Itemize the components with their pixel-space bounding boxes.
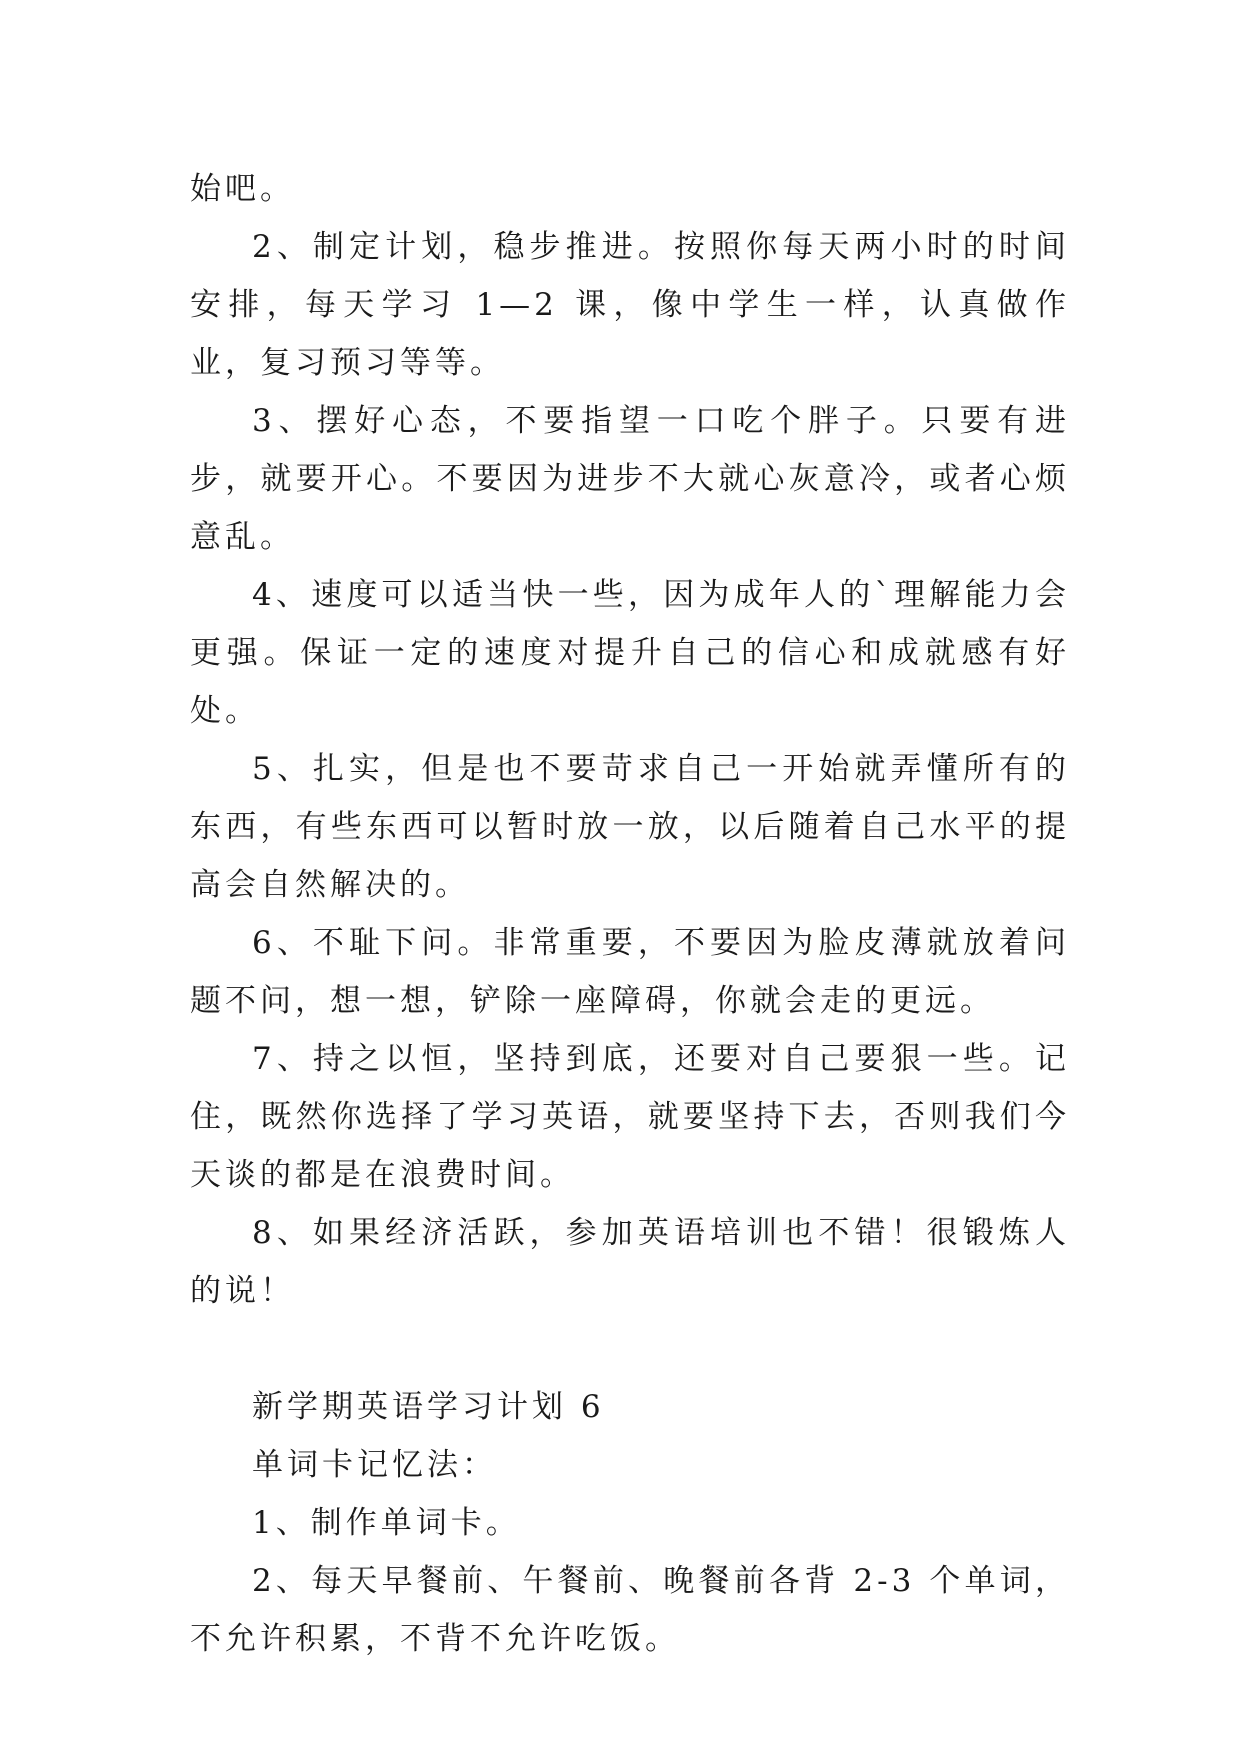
document-body: [190, 160, 1070, 1668]
section-heading: 新学期英语学习计划 6: [252, 1389, 605, 1425]
paragraph-item-5: 5、扎实，但是也不要苛求自己一开始就弄懂所有的东西，有些东西可以暂时放一放，以后随着自己水平的提高会自然解决的。: [190, 751, 1070, 903]
section-gap: [190, 1320, 1070, 1378]
paragraph-item-7: 7、持之以恒，坚持到底，还要对自己要狠一些。记住，既然你选择了学习英语，就要坚持下去，否则我们今天谈的都是在浪费时间。: [190, 1041, 1070, 1193]
paragraph-item-4: 4、速度可以适当快一些，因为成年人的`理解能力会更强。保证一定的速度对提升自己的信心和成就感有好处。: [190, 577, 1070, 729]
paragraph-item-2: 2、制定计划，稳步推进。按照你每天两小时的时间安排，每天学习 1—2 课，像中学生一样，认真做作业，复习预习等等。: [190, 229, 1070, 381]
paragraph-continuation: 始吧。: [190, 171, 295, 207]
paragraph-method-title: 单词卡记忆法：: [252, 1447, 497, 1483]
paragraph-item-8: 8、如果经济活跃，参加英语培训也不错！很锻炼人的说！: [190, 1215, 1070, 1309]
paragraph-step-1: 1、制作单词卡。: [252, 1505, 521, 1541]
paragraph-item-6: 6、不耻下问。非常重要，不要因为脸皮薄就放着问题不问，想一想，铲除一座障碍，你就会走的更远。: [190, 925, 1070, 1019]
paragraph-step-2: 2、每天早餐前、午餐前、晚餐前各背 2-3 个单词，不允许积累，不背不允许吃饭。: [190, 1563, 1070, 1657]
paragraph-item-3: 3、摆好心态，不要指望一口吃个胖子。只要有进步，就要开心。不要因为进步不大就心灰意冷，或者心烦意乱。: [190, 403, 1070, 555]
